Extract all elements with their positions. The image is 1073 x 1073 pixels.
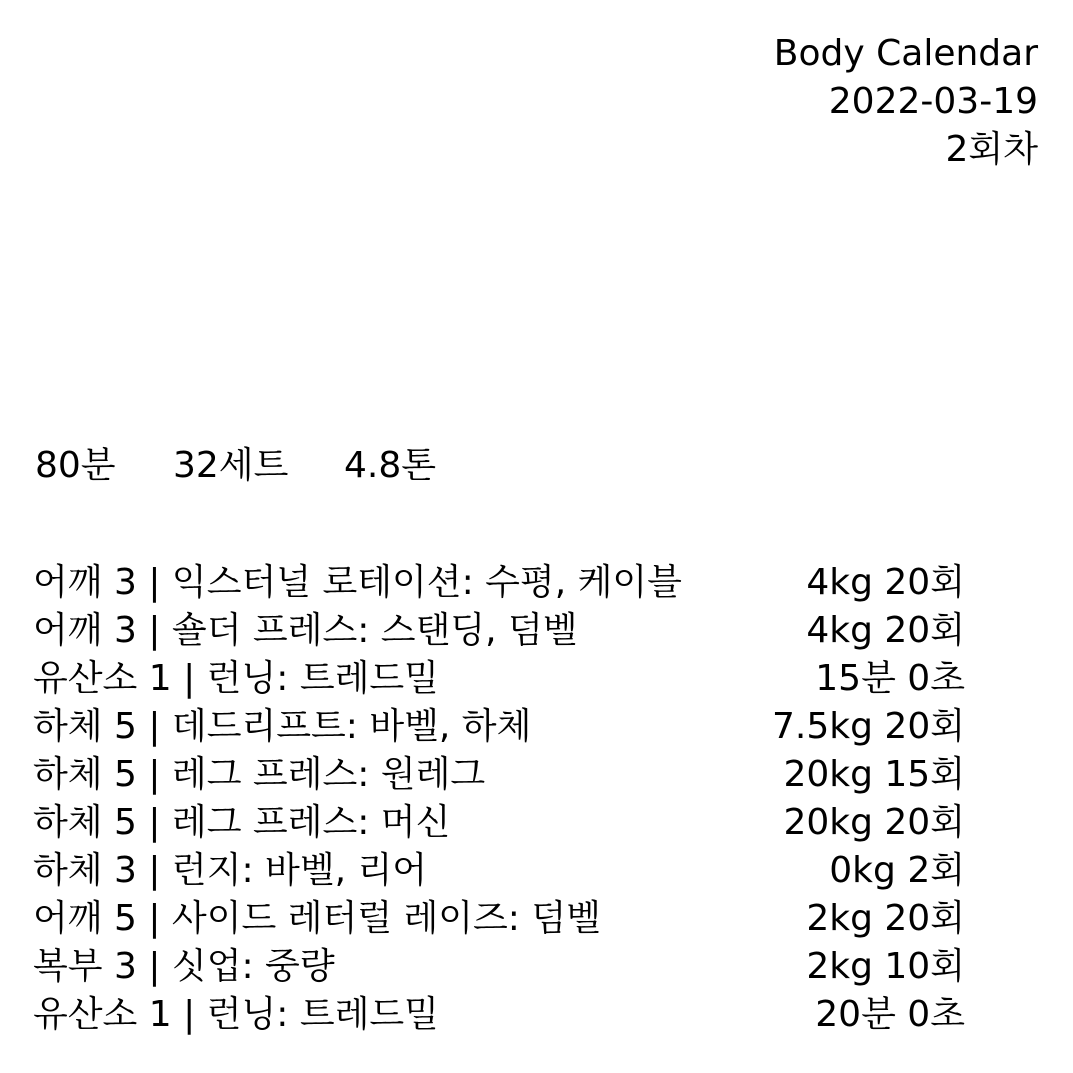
exercise-name: 어깨 3 | 익스터널 로테이션: 수평, 케이블 xyxy=(33,561,682,603)
exercise-name: 어깨 5 | 사이드 레터럴 레이즈: 덤벨 xyxy=(33,897,601,939)
exercise-value: 4kg 20회 xyxy=(806,609,965,651)
exercise-value: 4kg 20회 xyxy=(806,561,965,603)
exercise-name: 유산소 1 | 런닝: 트레드밀 xyxy=(33,657,439,699)
exercise-name: 복부 3 | 싯업: 중량 xyxy=(33,945,335,987)
list-item xyxy=(33,891,965,939)
exercise-value: 20분 0초 xyxy=(815,993,965,1035)
list-item xyxy=(33,843,965,891)
list-item xyxy=(33,555,965,603)
exercise-value: 20kg 15회 xyxy=(783,753,965,795)
list-item xyxy=(33,699,965,747)
exercise-name: 하체 5 | 레그 프레스: 머신 xyxy=(33,801,451,843)
exercise-value: 0kg 2회 xyxy=(829,849,965,891)
app-title: Body Calendar xyxy=(773,33,1038,74)
exercise-value: 7.5kg 20회 xyxy=(772,705,965,747)
exercise-name: 유산소 1 | 런닝: 트레드밀 xyxy=(33,993,439,1035)
list-item xyxy=(33,939,965,987)
exercise-name: 하체 5 | 레그 프레스: 원레그 xyxy=(33,753,486,795)
total-volume: 4.8톤 xyxy=(344,445,437,486)
total-time: 80분 xyxy=(35,445,116,486)
exercise-value: 2kg 10회 xyxy=(806,945,965,987)
workout-header xyxy=(774,30,1038,174)
exercise-name: 하체 3 | 런지: 바벨, 리어 xyxy=(33,849,428,891)
exercise-value: 15분 0초 xyxy=(815,657,965,699)
exercise-value: 20kg 20회 xyxy=(783,801,965,843)
list-item xyxy=(33,651,965,699)
exercise-list xyxy=(33,555,965,1035)
list-item xyxy=(33,795,965,843)
exercise-name: 어깨 3 | 숄더 프레스: 스탠딩, 덤벨 xyxy=(33,609,578,651)
exercise-name: 하체 5 | 데드리프트: 바벨, 하체 xyxy=(33,705,532,747)
list-item xyxy=(33,603,965,651)
workout-date: 2022-03-19 xyxy=(828,81,1038,122)
list-item xyxy=(33,987,965,1035)
workout-summary xyxy=(35,442,436,490)
total-sets: 32세트 xyxy=(173,445,289,486)
session-count: 2회차 xyxy=(945,129,1038,170)
list-item xyxy=(33,747,965,795)
exercise-value: 2kg 20회 xyxy=(806,897,965,939)
